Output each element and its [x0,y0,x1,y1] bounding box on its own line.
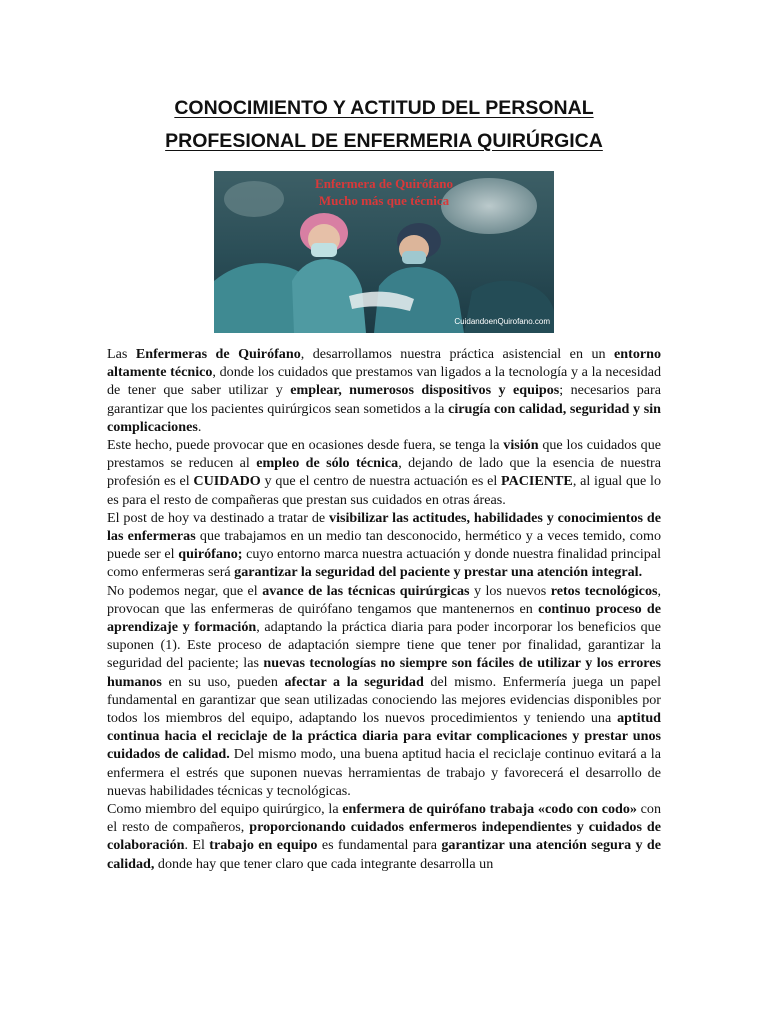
text-run: es fundamental para [317,837,442,854]
bold-run: CUIDADO [193,473,261,490]
paragraph-3 [107,509,661,582]
title-line-2: PROFESIONAL DE ENFERMERIA QUIRÚRGICA [165,130,603,152]
article-body [107,345,661,873]
paragraph-5 [107,800,661,873]
text-run: . [197,418,202,435]
text-run: , adaptando la práctica diaria para poder incorporar los beneficios que suponen (1). Este proceso de adaptación siempre tiene que tener por finalidad, garantizar la seguridad del paciente; las [107,619,661,672]
bold-run: afectar a la seguridad [284,673,424,690]
text-run: del mismo. Enfermería juega un papel fundamental en garantizar que sean utilizadas conociendo las mejores evidencias disponibles por todos los miembros del equipo, adaptando los nuevos procedimientos y teniendo una [107,673,661,727]
bold-run: garantizar una atención segura y de calidad, [107,837,661,872]
bold-run: continuo proceso de aprendizaje y formación [107,600,662,636]
text-run: en su uso, pueden [161,673,285,690]
text-run: con el resto de compañeros, [107,801,661,836]
text-run: . El [184,837,210,854]
text-run: y los nuevos [469,582,551,599]
bold-run: entorno altamente técnico [107,346,662,381]
bold-run: quirófano; [178,546,243,563]
paragraph-1 [107,345,661,436]
bold-run: empleo de sólo técnica [256,455,399,472]
bold-run: garantizar la seguridad del paciente y prestar una atención integral. [234,564,643,581]
bold-run: nuevas tecnologías no siempre son fáciles de utilizar y los errores humanos [107,655,661,690]
bold-run: visión [503,437,539,454]
bold-run: visibilizar las actitudes, habilidades y conocimientos de las enfermeras [107,509,661,545]
text-run: , dejando de lado que la esencia de nuestra profesión es el [107,455,661,490]
text-run: ; necesarios para garantizar que los pacientes quirúrgicos sean sometidos a la [107,382,662,417]
title-line-1: CONOCIMIENTO Y ACTITUD DEL PERSONAL [174,97,594,119]
document-title [100,92,668,158]
text-run: , provocan que las enfermeras de quirófano tengamos que mantenernos en [107,582,662,617]
text-run: El post de hoy va destinado a tratar de [107,509,330,526]
photo-overlay-line2: Mucho más que técnica [318,193,450,208]
text-run: cuyo entorno marca nuestra actuación y donde nuestra finalidad principal como enfermeras será [107,546,662,581]
bold-run: cirugía con calidad, seguridad y sin complicaciones [107,400,662,435]
text-run: Como miembro del equipo quirúrgico, la [107,801,343,818]
text-run: Este hecho, puede provocar que en ocasiones desde fuera, se tenga la [107,437,504,454]
paragraph-4 [107,582,661,800]
text-run: , donde los cuidados que prestamos van ligados a la tecnología y a la necesidad de tener que saber utilizar y [107,364,661,399]
bold-run: avance de las técnicas quirúrgicas [262,582,470,599]
text-run: , desarrollamos nuestra práctica asistencial en un [300,346,615,362]
bold-run: Enfermeras de Quirófano [135,346,301,362]
bold-run: PACIENTE [501,473,573,490]
text-run: , al igual que lo es para el resto de compañeras que prestan sus cuidados en otras áreas. [107,473,662,508]
text-run: y que el centro de nuestra actuación es el [260,473,502,490]
photo-illustration [214,171,554,333]
photo-watermark: CuidandoenQuirofano.com [454,317,550,326]
text-run: No podemos negar, que el [107,582,263,599]
text-run: que los cuidados que prestamos se reducen al [107,437,661,472]
text-run: que trabajamos en un medio tan desconocido, hermético y a veces temido, como puede ser el [107,528,661,563]
bold-run: trabajo en equipo [209,837,318,854]
bold-run: retos tecnológicos [550,582,658,599]
photo-overlay-line1: Enfermera de Quirófano [315,176,453,191]
operating-room-photo [214,171,554,333]
bold-run: emplear, numerosos dispositivos y equipos [290,382,560,399]
text-run: Las [107,346,136,362]
bold-run: enfermera de quirófano trabaja «codo con codo» [342,801,637,818]
text-run: donde hay que tener claro que cada integrante desarrolla un [154,855,494,872]
bold-run: proporcionando cuidados enfermeros independientes y cuidados de colaboración [107,819,661,854]
paragraph-2 [107,436,661,509]
bold-run: aptitud continua hacia el reciclaje de la práctica diaria para evitar complicaciones y prestar unos cuidados de calidad. [107,710,661,763]
text-run: Del mismo modo, una buena aptitud hacia el reciclaje continuo evitará a la enfermera el estrés que suponen nuevas herramientas de trabajo y favorecerá el desarrollo de nuevas habilidades técnicas y tecnológicas. [107,746,661,799]
